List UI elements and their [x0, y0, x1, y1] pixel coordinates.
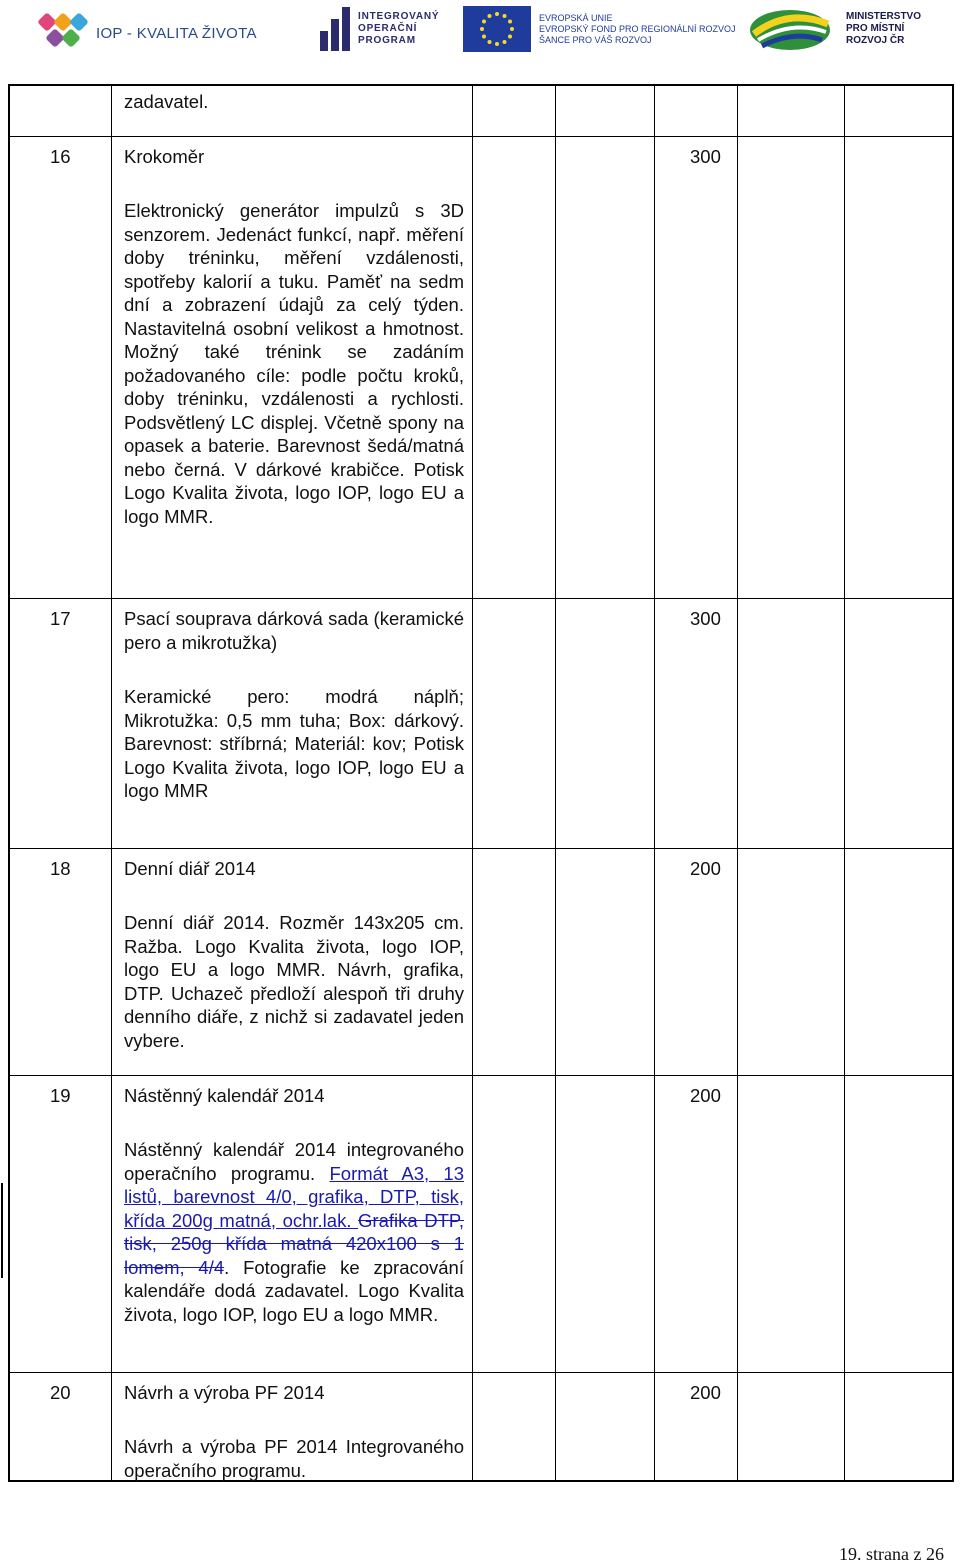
row-19-description-deleted: Grafika DTP, tisk, 250g křída matná 420x100 s 1 lomem, 4/4 — [124, 1209, 465, 1278]
eu-logo-line-3: ŠANCE PRO VÁŠ ROZVOJ — [539, 34, 652, 45]
eu-logo — [463, 6, 736, 52]
ip-logo-line-3: PROGRAM — [358, 35, 416, 46]
col-divider — [654, 86, 655, 1480]
eu-logo-line-1: EVROPSKÁ UNIE — [539, 12, 613, 23]
row-18-quantity: 200 — [690, 858, 721, 879]
row-19-description — [124, 1138, 464, 1326]
col-divider — [111, 86, 112, 1480]
row-17-number: 17 — [50, 608, 71, 629]
row-17-title: Psací souprava dárková sada (keramické pero a mikrotužka) — [124, 608, 464, 653]
mmr-logo-line-3: ROZVOJ ČR — [846, 35, 905, 46]
row-19-description-after: . Fotografie ke zpracování kalendáře dodá zadavatel. Logo Kvalita života, logo IOP, logo EU a logo MMR. — [124, 1256, 464, 1325]
row-19-quantity: 200 — [690, 1085, 721, 1106]
row-20-title: Návrh a výroba PF 2014 — [124, 1382, 325, 1403]
row-divider — [10, 1075, 952, 1076]
ip-bars-icon — [320, 7, 350, 51]
col-divider — [555, 86, 556, 1480]
mmr-emblem-icon — [748, 6, 832, 52]
eu-logo-line-2: EVROPSKÝ FOND PRO REGIONÁLNÍ ROZVOJ — [539, 23, 736, 34]
iop-hexagons-icon — [36, 13, 90, 53]
row-17-description: Keramické pero: modrá náplň; Mikrotužka: 0,5 mm tuha; Box: dárkový. Barevnost: stříbrná; Materiál: kov; Potisk Logo Kvalita života, logo IOP, logo EU a logo MMR — [124, 686, 464, 801]
col-divider — [737, 86, 738, 1480]
row-divider — [10, 136, 952, 137]
row-18-description: Denní diář 2014. Rozměr 143x205 cm. Ražba. Logo Kvalita života, logo IOP, logo EU a logo MMR. Návrh, grafika, DTP. Uchazeč předloží alespoň tři druhy denního diáře, z nichž si zadavatel jeden vybere. — [124, 912, 464, 1051]
row-16-number: 16 — [50, 146, 71, 167]
integrovany-program-logo — [320, 6, 439, 52]
mmr-logo — [748, 6, 921, 52]
page-number: 19. strana z 26 — [839, 1544, 944, 1564]
col-divider — [844, 86, 845, 1480]
row-19-description-before: Nástěnný kalendář 2014 integrovaného operačního programu. — [124, 1139, 464, 1184]
row-20-quantity: 200 — [690, 1382, 721, 1403]
ip-logo-line-1: INTEGROVANÝ — [358, 11, 440, 22]
row-16-description: Elektronický generátor impulzů s 3D senzorem. Jedenáct funkcí, např. měření doby tréninku, měření vzdálenosti, spotřeby kalorií a tuku. Paměť na sedm dní a zobrazení údajů za celý týden. Nastavitelná osobní velikost a hmotnost. Možný také trénink se zadáním požadovaného cíle: podle počtu kroků, doby tréninku, vzdálenosti a rychlosti. Podsvětlený LC displej. Včetně spony na opasek a baterie. Barevnost šedá/matná nebo černá. V dárkové krabičce. Potisk Logo Kvalita života, logo IOP, logo EU a logo MMR. — [124, 200, 464, 527]
row-16-quantity: 300 — [690, 146, 721, 167]
change-margin-bar — [1, 1183, 3, 1278]
row-20-number: 20 — [50, 1382, 71, 1403]
mmr-logo-line-2: PRO MÍSTNÍ — [846, 23, 905, 34]
top-fragment-text: zadavatel. — [124, 91, 209, 112]
col-divider — [472, 86, 473, 1480]
row-20-description: Návrh a výroba PF 2014 Integrovaného operačního programu. — [124, 1436, 464, 1481]
row-17-quantity: 300 — [690, 608, 721, 629]
mmr-logo-line-1: MINISTERSTVO — [846, 11, 922, 22]
row-divider — [10, 1372, 952, 1373]
iop-logo-text: IOP - KVALITA ŽIVOTA — [96, 24, 257, 42]
ip-logo-line-2: OPERAČNÍ — [358, 23, 418, 34]
iop-logo — [36, 10, 257, 56]
row-divider — [10, 848, 952, 849]
row-16-title: Krokoměr — [124, 146, 205, 167]
items-table — [8, 84, 954, 1482]
row-18-number: 18 — [50, 858, 71, 879]
row-divider — [10, 598, 952, 599]
eu-flag-icon — [463, 6, 531, 52]
row-19-number: 19 — [50, 1085, 71, 1106]
row-19-title: Nástěnný kalendář 2014 — [124, 1085, 325, 1106]
row-18-title: Denní diář 2014 — [124, 858, 256, 879]
row-19-description-inserted: Formát A3, 13 listů, barevnost 4/0, grafika, DTP, tisk, křída 200g matná, ochr.lak. — [124, 1162, 464, 1231]
header-logos — [0, 0, 960, 60]
